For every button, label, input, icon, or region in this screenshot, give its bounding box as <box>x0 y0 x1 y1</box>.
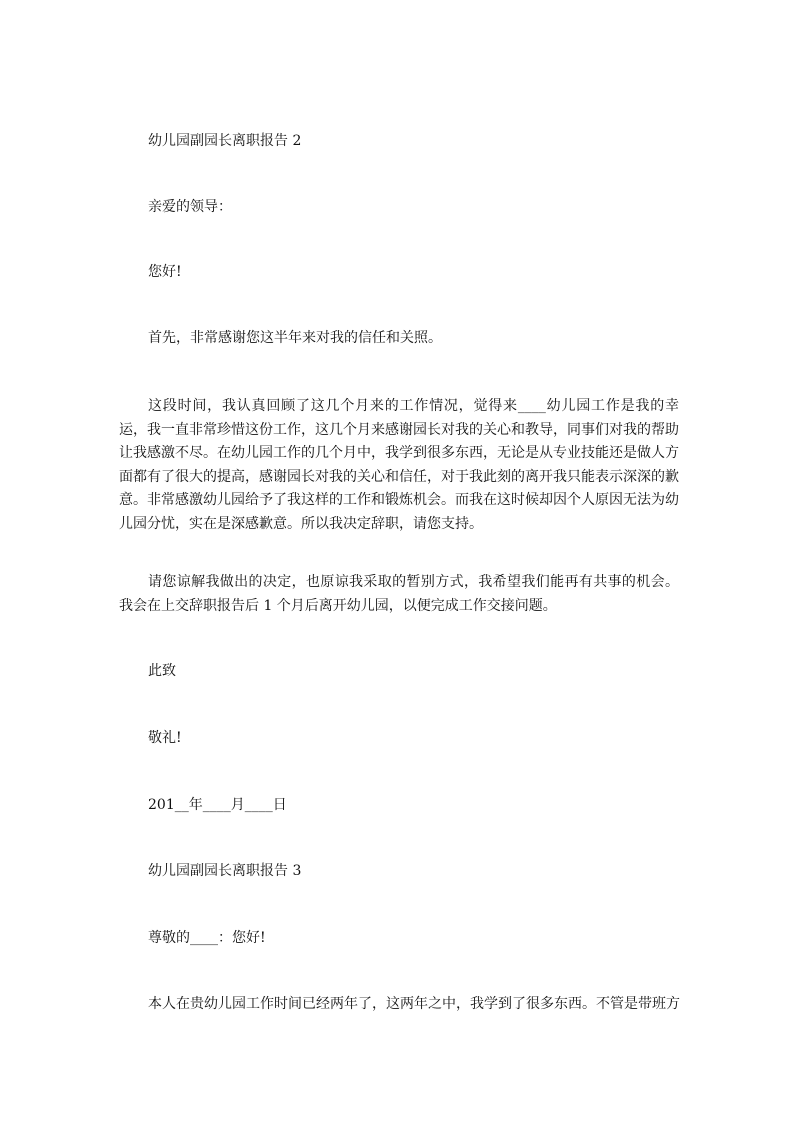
report-heading-3: 幼儿园副园长离职报告 3 <box>148 863 302 879</box>
body-paragraph-start: 本人在贵幼儿园工作时间已经两年了，这两年之中，我学到了很多东西。不管是带班方 <box>148 996 680 1012</box>
opening-paragraph: 首先，非常感谢您这半年来对我的信任和关照。 <box>148 330 442 346</box>
salutation: 亲爱的领导： <box>148 199 232 215</box>
report-heading-2: 幼儿园副园长离职报告 2 <box>148 133 302 149</box>
closing-line-1: 此致 <box>148 663 176 679</box>
body-paragraph-request: 请您谅解我做出的决定，也原谅我采取的暂别方式，我希望我们能再有共事的机会。我会在上交辞职报告后 1 个月后离开幼儿园，以便完成工作交接问题。 <box>119 574 679 614</box>
closing-line-2: 敬礼! <box>148 730 182 746</box>
body-paragraph-main: 这段时间，我认真回顾了这几个月来的工作情况，觉得来____幼儿园工作是我的幸运，我一直非常珍惜这份工作，这几个月来感谢园长对我的关心和教导，同事们对我的帮助让我感激不尽。在幼儿园工作的几个月中，我学到很多东西，无论是从专业技能还是做人方面都有了很大的提高，感谢园长对我的关心和信任，对于我此刻的离开我只能表示深深的歉意。非常感激幼儿园给予了我这样的工作和锻炼机会。而我在这时候却因个人原因无法为幼儿园分忧，实在是深感歉意。所以我决定辞职，请您支持。 <box>119 398 679 532</box>
salutation-3: 尊敬的____：您好! <box>148 930 266 946</box>
date-line: 201__年____月____日 <box>148 797 287 813</box>
greeting: 您好! <box>148 264 182 280</box>
